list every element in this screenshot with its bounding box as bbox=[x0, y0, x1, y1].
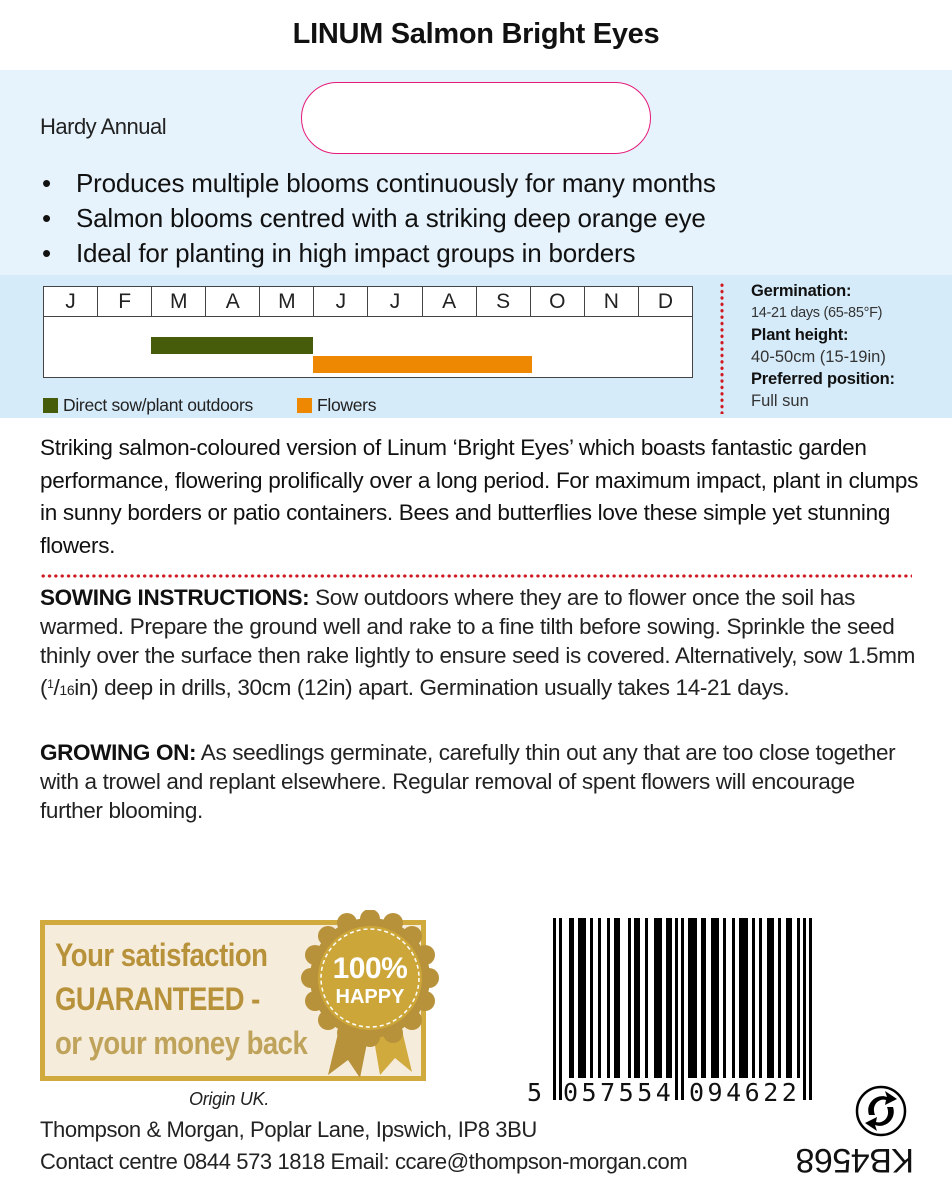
guarantee-line-2: GUARANTEED - bbox=[55, 981, 260, 1017]
legend-sow-label: Direct sow/plant outdoors bbox=[63, 395, 253, 415]
barcode-icon bbox=[551, 918, 813, 1100]
height-value: 40-50cm (15-19in) bbox=[751, 348, 886, 366]
position-value: Full sun bbox=[751, 392, 809, 410]
badge-happy: HAPPY bbox=[335, 986, 405, 1008]
month-aug: A bbox=[422, 287, 476, 316]
month-may: M bbox=[259, 287, 313, 316]
dotted-divider-vertical bbox=[720, 282, 724, 414]
month-oct: O bbox=[530, 287, 584, 316]
sow-period-bar bbox=[151, 337, 313, 354]
barcode-group-1: 057554 bbox=[563, 1078, 675, 1107]
legend-flowers bbox=[297, 395, 376, 416]
company-address: Thompson & Morgan, Poplar Lane, Ipswich, IP8 3BU bbox=[40, 1117, 537, 1142]
month-jul: J bbox=[367, 287, 421, 316]
flowering-period-bar bbox=[313, 356, 532, 373]
position-label: Preferred position: bbox=[751, 370, 895, 388]
product-title: LINUM Salmon Bright Eyes bbox=[292, 18, 660, 50]
product-description: Striking salmon-coloured version of Linum ‘Bright Eyes’ which boasts fantastic garden performance, flowering prolifically over a long period. For maximum impact, plant in clumps in sunny borders or patio containers. Bees and butterflies love these simple yet stunning flowers. bbox=[40, 435, 919, 558]
barcode-group-2: 094622 bbox=[689, 1078, 801, 1107]
fraction-denominator: 16 bbox=[59, 682, 75, 698]
origin-label: Origin UK. bbox=[189, 1089, 270, 1109]
month-sep: S bbox=[476, 287, 530, 316]
growing-text: As seedlings germinate, carefully thin out any that are too close together with a trowel and replant elsewhere. Regular removal of spent flowers will encourage further blooming. bbox=[40, 740, 896, 823]
contact-details: Contact centre 0844 573 1818 Email: ccare@thompson-morgan.com bbox=[40, 1149, 688, 1174]
calendar-month-header bbox=[44, 287, 692, 317]
feature-item: • Salmon blooms centred with a striking deep orange eye bbox=[40, 201, 716, 236]
growing-on bbox=[40, 738, 920, 825]
legend-swatch-green bbox=[43, 398, 58, 413]
feature-item: • Ideal for planting in high impact groups in borders bbox=[40, 236, 716, 271]
sowing-text: Sow outdoors where they are to flower once the soil has warmed. Prepare the ground well and rake to a fine tilth before sowing. Sprinkle the seed thinly over the surface then rake lightly to ensure seed is covered. Alternatively, sow 1.5mm ( bbox=[40, 585, 915, 700]
growing-info bbox=[751, 280, 895, 412]
happy-rosette-badge bbox=[300, 910, 440, 1080]
plant-type: Hardy Annual bbox=[40, 114, 167, 139]
germination-label: Germination: bbox=[751, 282, 852, 300]
variety-name-box bbox=[301, 82, 651, 154]
germination-value: 14-21 days (65-85°F) bbox=[751, 305, 883, 321]
badge-percent: 100% bbox=[332, 952, 408, 985]
legend-sow bbox=[43, 395, 253, 416]
barcode-digit-first: 5 bbox=[527, 1078, 546, 1107]
green-dot-recycle-icon bbox=[855, 1085, 907, 1137]
month-apr: A bbox=[205, 287, 259, 316]
sowing-text-cont: in) deep in drills, 30cm (12in) apart. Germination usually takes 14-21 days. bbox=[74, 675, 790, 700]
dotted-divider-horizontal bbox=[40, 574, 912, 578]
product-code: KB4568 bbox=[796, 1141, 914, 1179]
month-mar: M bbox=[151, 287, 205, 316]
fraction-numerator: 1 bbox=[47, 677, 54, 691]
growing-heading: GROWING ON: bbox=[40, 740, 197, 765]
month-feb: F bbox=[97, 287, 151, 316]
legend-swatch-orange bbox=[297, 398, 312, 413]
month-nov: N bbox=[584, 287, 638, 316]
guarantee-line-3: or your money back bbox=[55, 1025, 308, 1061]
guarantee-line-1: Your satisfaction bbox=[55, 937, 268, 973]
month-jun: J bbox=[313, 287, 367, 316]
sowing-instructions: SOWING INSTRUCTIONS: Sow outdoors where they are to flower once the soil has warmed. Prepare the ground well and rake to a fine tilth before sowing. Sprinkle the seed thinly over the surface then rake lightly to ensure seed is covered. Alternatively, sow 1.5mm ($^1$/16in) deep in drills, 30cm (12in) apart. Germination usually takes 14-21 days. bbox=[40, 585, 915, 700]
feature-list bbox=[40, 166, 716, 271]
sowing-calendar bbox=[43, 286, 693, 378]
feature-item: • Produces multiple blooms continuously for many months bbox=[40, 166, 716, 201]
sowing-heading: SOWING INSTRUCTIONS: bbox=[40, 585, 310, 610]
month-dec: D bbox=[638, 287, 692, 316]
legend-flowers-label: Flowers bbox=[317, 395, 377, 415]
height-label: Plant height: bbox=[751, 326, 849, 344]
month-jan: J bbox=[65, 290, 76, 313]
